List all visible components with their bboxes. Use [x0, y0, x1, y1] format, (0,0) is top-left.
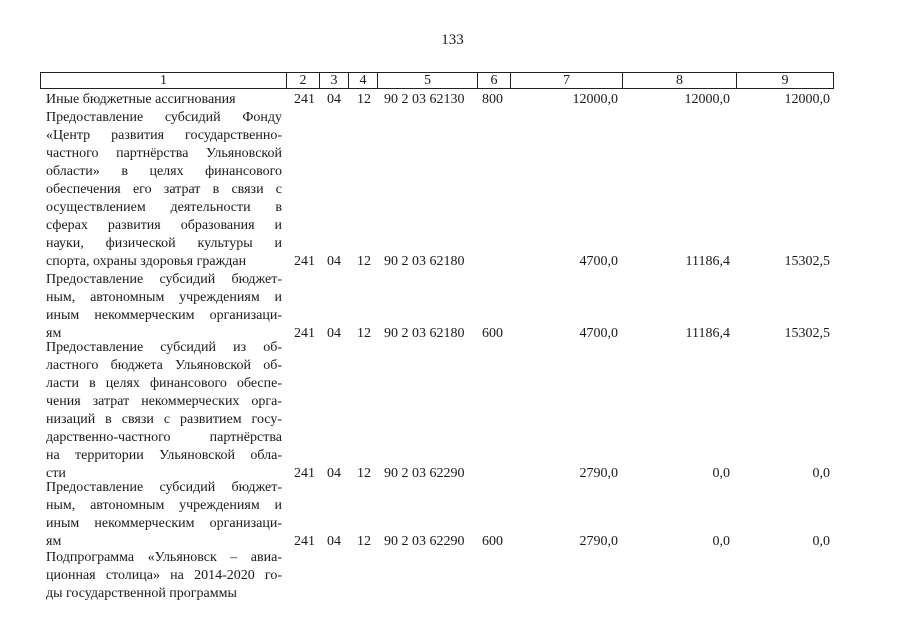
header-col-8: 8	[622, 72, 737, 89]
cell-col-2: 241	[294, 534, 315, 549]
description-line: осуществлением деятельности в	[46, 200, 282, 215]
cell-col-2: 241	[294, 92, 315, 107]
cell-col-7: 12000,0	[572, 92, 618, 107]
cell-col-8: 11186,4	[685, 326, 730, 341]
description-line: сферах развития образования и	[46, 218, 282, 233]
description-line: частного партнёрства Ульяновской	[46, 146, 282, 161]
header-col-6: 6	[477, 72, 511, 89]
row-description	[46, 549, 282, 603]
description-line: иным некоммерческим организаци-	[46, 308, 282, 323]
description-line: низаций в связи с развитием госу-	[46, 412, 282, 427]
description-line: области» в целях финансового	[46, 164, 282, 179]
cell-col-8: 11186,4	[685, 254, 730, 269]
description-line: на территории Ульяновской обла-	[46, 448, 282, 463]
description-line: дарственно-частного партнёрства	[46, 430, 282, 445]
cell-col-9: 0,0	[812, 534, 830, 549]
description-line: ластного бюджета Ульяновской об-	[46, 358, 282, 373]
description-line: Подпрограмма «Ульяновск – авиа-	[46, 550, 282, 565]
cell-col-2: 241	[294, 466, 315, 481]
description-line: ным, автономным учреждениям и	[46, 498, 282, 513]
row-description	[46, 109, 282, 271]
cell-col-5: 90 2 03 62290	[384, 466, 465, 481]
cell-col-8: 0,0	[712, 534, 730, 549]
cell-col-7: 4700,0	[579, 254, 618, 269]
header-col-9: 9	[736, 72, 834, 89]
page-number: 133	[441, 32, 464, 48]
cell-col-3: 04	[327, 326, 341, 341]
header-col-5: 5	[377, 72, 478, 89]
description-line: чения затрат некоммерческих орга-	[46, 394, 282, 409]
description-line: Предоставление субсидий бюджет-	[46, 480, 282, 495]
cell-col-3: 04	[327, 466, 341, 481]
row-description	[46, 271, 282, 343]
description-line: «Центр развития государственно-	[46, 128, 282, 143]
description-line: ционная столица» на 2014-2020 го-	[46, 568, 282, 583]
description-line: ды государственной программы	[46, 586, 237, 601]
cell-col-5: 90 2 03 62130	[384, 92, 465, 107]
description-line: обеспечения его затрат в связи с	[46, 182, 282, 197]
cell-col-4: 12	[357, 534, 371, 549]
description-line: ям	[46, 326, 62, 341]
cell-col-7: 2790,0	[579, 534, 618, 549]
cell-col-8: 12000,0	[684, 92, 730, 107]
cell-col-2: 241	[294, 254, 315, 269]
row-description	[46, 339, 282, 483]
cell-col-9: 0,0	[812, 466, 830, 481]
cell-col-9: 12000,0	[784, 92, 830, 107]
description-line: иным некоммерческим организаци-	[46, 516, 282, 531]
header-col-4: 4	[348, 72, 378, 89]
description-line: Иные бюджетные ассигнования	[46, 92, 236, 107]
cell-col-4: 12	[357, 326, 371, 341]
header-col-1: 1	[40, 72, 287, 89]
description-line: Предоставление субсидий из об-	[46, 340, 282, 355]
cell-col-2: 241	[294, 326, 315, 341]
description-line: спорта, охраны здоровья граждан	[46, 254, 247, 269]
description-line: сти	[46, 466, 66, 481]
cell-col-7: 2790,0	[579, 466, 618, 481]
cell-col-9: 15302,5	[784, 326, 830, 341]
row-description	[46, 91, 282, 109]
description-line: ным, автономным учреждениям и	[46, 290, 282, 305]
cell-col-8: 0,0	[712, 466, 730, 481]
cell-col-7: 4700,0	[579, 326, 618, 341]
row-description	[46, 479, 282, 551]
cell-col-5: 90 2 03 62180	[384, 254, 465, 269]
description-line: ласти в целях финансового обеспе-	[46, 376, 282, 391]
header-col-2: 2	[286, 72, 320, 89]
description-line: Предоставление субсидий бюджет-	[46, 272, 282, 287]
cell-col-4: 12	[357, 466, 371, 481]
cell-col-6: 800	[482, 92, 503, 107]
description-line: ям	[46, 534, 62, 549]
description-line: Предоставление субсидий Фонду	[46, 110, 282, 125]
cell-col-5: 90 2 03 62180	[384, 326, 465, 341]
cell-col-3: 04	[327, 534, 341, 549]
description-line: науки, физической культуры и	[46, 236, 282, 251]
cell-col-6: 600	[482, 534, 503, 549]
cell-col-3: 04	[327, 254, 341, 269]
cell-col-5: 90 2 03 62290	[384, 534, 465, 549]
cell-col-4: 12	[357, 92, 371, 107]
cell-col-4: 12	[357, 254, 371, 269]
header-col-7: 7	[510, 72, 623, 89]
cell-col-9: 15302,5	[784, 254, 830, 269]
cell-col-6: 600	[482, 326, 503, 341]
cell-col-3: 04	[327, 92, 341, 107]
header-col-3: 3	[319, 72, 349, 89]
